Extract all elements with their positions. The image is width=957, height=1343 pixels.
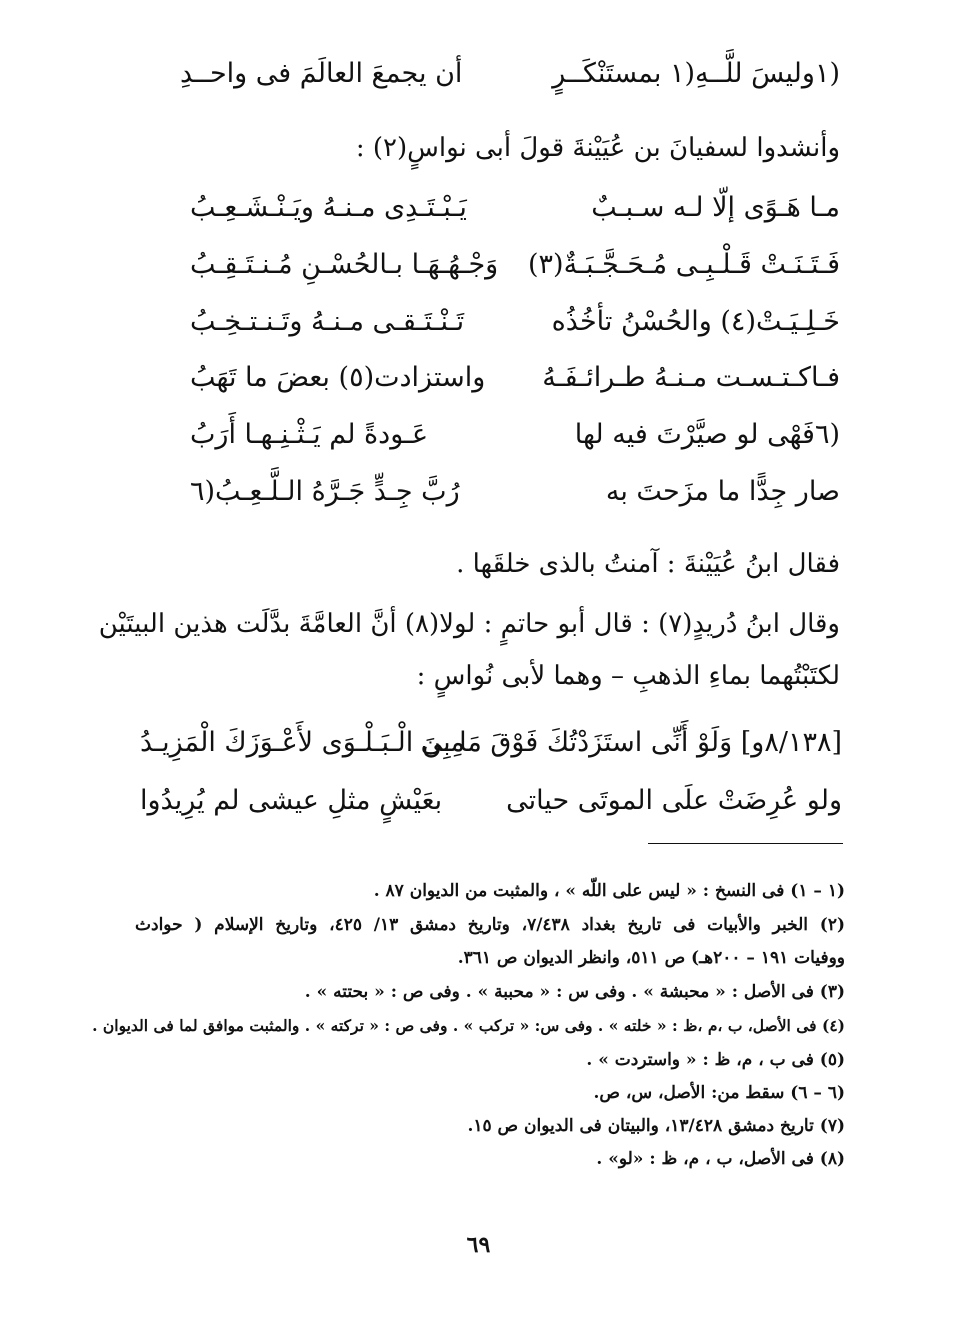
footnote: (٦ – ٦) سقط من: الأصل، س، ص. [593, 1083, 845, 1103]
verse-row [140, 183, 840, 233]
verse-row [130, 718, 842, 768]
verse-hemistich-left: وَجْـهُـهَـا بـالحُسْـنِ مُـنـتَـقِـبُ [190, 249, 499, 280]
verse-row [140, 240, 840, 290]
footnote: ووفيات ١٩١ – ٢٠٠هـ) ص ٥١١، وانظر الديوان ص ٣٦١. [457, 948, 845, 968]
verse-row [140, 297, 840, 347]
verse-hemistich-left: يَـبْـتَـدِى مـنـهُ ويَـنْـشَـعِـبُ [190, 192, 467, 223]
verse-hemistich-right: (٦فَهْى لو صيَّرْتَ فيه لها [574, 419, 840, 450]
verse-hemistich-right: فـاكـتـسـت مـنـهُ طـرائـفَـهُ [542, 362, 840, 393]
verse-hemistich-left: أن يجمعَ العالَمَ فى واحــدِ [180, 58, 463, 89]
verse-hemistich-right: (١وليسَ للَّــهِ(١ بمستَنْكَــرٍ [552, 58, 840, 89]
verse-hemistich-right: صار جِدًّا ما مزَحتَ به [605, 476, 840, 507]
verse-row [140, 467, 840, 517]
verse-row [140, 353, 840, 403]
footnote-separator [648, 843, 843, 844]
prose-line: وقال ابنُ دُريدٍ(٧) : قال أبو حاتمٍ : لولا(٨) أنَّ العامَّةَ بدَّلَت هذين البيتَيْن [98, 609, 840, 639]
prose-line: فقال ابنُ عُيَيْنةَ : آمنتُ بالذى خلقَها . [456, 549, 840, 579]
verse-row [130, 776, 842, 826]
footnote: (٣) فى الأصل : « محبشة » . وفى س : « محببة » . وفى ص : « بحتته » . [304, 982, 845, 1002]
footnote: (١ – ١) فى النسخ : « ليس على اللّه » ، والمثبت من الديوان ٨٧ . [373, 881, 845, 901]
verse-row [140, 410, 840, 460]
verse-hemistich-right: [٨/١٣٨و] وَلَوْ أَنِّى استَزَدْتُكَ فَوْقَ مَا بِى [420, 727, 842, 758]
verse-hemistich-left: عَـودةً لم يَـثْـنِـهـا أَرَبُ [190, 419, 429, 450]
prose-line: لكتَبْتُهما بماءِ الذهبِ – وهما لأبى نُواسٍ : [416, 661, 840, 691]
verse-hemistich-left: واستزادت(٥) بعضَ ما تَهَبُ [190, 362, 486, 393]
verse-hemistich-right: ولو عُرِضَتْ علَى الموتَى حياتى [506, 785, 842, 816]
verse-hemistich-left: تَـنْـتَـقـى مـنـهُ وتَـنـتـخِـبُ [190, 306, 465, 337]
verse-hemistich-right: فَـتَـنَـتْ قَـلْـبِـى مُـحَـجَّـبَـةٌ(٣) [527, 249, 840, 280]
intro-line: وأنشدوا لسفيانَ بن عُيَيْنةَ قولَ أبى نواسٍ(٢) : [355, 133, 840, 163]
verse-row [140, 49, 840, 99]
verse-hemistich-right: مـا هَـوًى إلّا لـه سـبـبٌ [591, 192, 840, 223]
footnote: (٥) فى ب ، م، ظ : « واستردت » . [586, 1050, 845, 1070]
footnote: (٤) فى الأصل، ب ،م ،ظ : « خلته » . وفى س: « تركب » . وفى ص : « تركته » . والمثبت موافق لما فى الديوان . [92, 1016, 845, 1035]
verse-hemistich-right: خَـلِـيَـتْ(٤) والحُسْنُ تأخُذُه [551, 306, 840, 337]
verse-hemistich-left: مِـنَ الْـبَـلْـوَى لأَعْـوَزَكَ الْمَزِيـدُ [140, 727, 465, 758]
footnote: (٨) فى الأصل، ب ، م، ظ : «لو» . [596, 1149, 845, 1169]
footnote: (٧) تاريخ دمشق ١٣/٤٢٨، والبيتان فى الديوان ص ١٥. [467, 1116, 845, 1136]
footnote: (٢) الخبر والأبيات فى تاريخ بغداد ٧/٤٣٨، وتاريخ دمشق ١٣/ ٤٢٥، وتاريخ الإسلام ( حوادث [135, 915, 845, 935]
verse-hemistich-left: بعَيْشٍ مثلِ عيشى لم يُرِيدُوا [140, 785, 443, 816]
page-number: ٦٩ [466, 1232, 491, 1258]
verse-hemistich-left: رُبَّ جِـدٍّ جَـرَّهُ الـلَّـعِـبُ(٦ [190, 476, 460, 507]
